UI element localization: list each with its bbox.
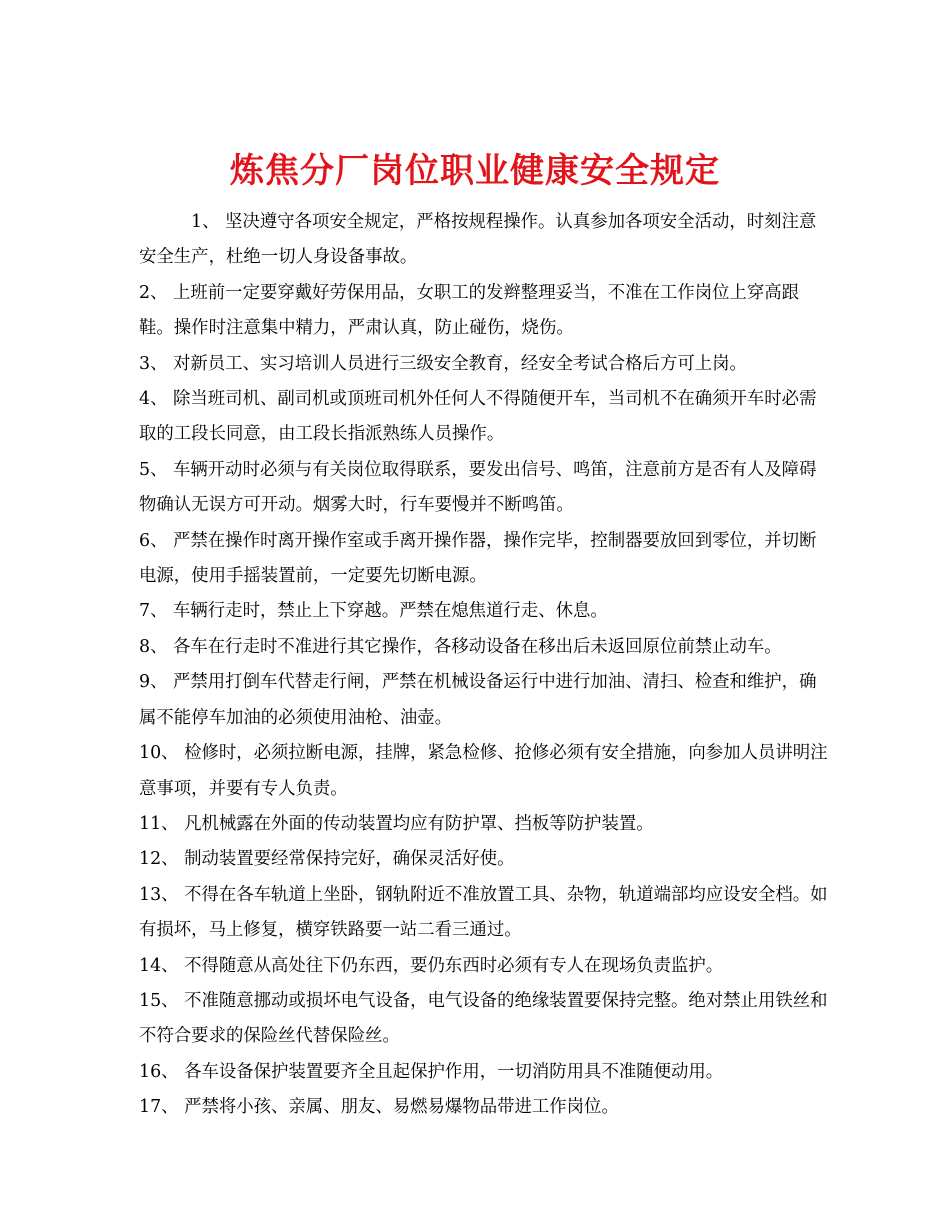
rule-number: 15、 [139, 990, 179, 1011]
rule-text: 车辆开动时必须与有关岗位取得联系，要发出信号、鸣笛，注意前方是否有人及障碍物确认无误方可开动。烟雾大时，行车要慢并不断鸣笛。 [139, 459, 817, 516]
rule-number: 7、 [139, 601, 168, 622]
rule-item-9 [139, 665, 829, 736]
rule-item-14 [139, 949, 829, 984]
rule-item-15 [139, 984, 829, 1055]
rule-text: 检修时，必须拉断电源，挂牌，紧急检修、抢修必须有安全措施，向参加人员讲明注意事项，并要有专人负责。 [139, 743, 828, 799]
rule-number: 11、 [139, 813, 179, 834]
rule-number: 6、 [139, 530, 168, 551]
rule-item-17 [139, 1090, 829, 1125]
rule-item-12 [139, 842, 829, 877]
rule-text: 不得随意从高处往下仍东西，要仍东西时必须有专人在现场负责监护。 [184, 955, 724, 976]
rule-item-4 [139, 382, 829, 453]
rule-item-8 [139, 630, 829, 665]
rule-number: 13、 [139, 884, 179, 905]
rule-number: 4、 [139, 389, 168, 410]
rule-number: 17、 [139, 1097, 179, 1118]
page-title: 炼焦分厂岗位职业健康安全规定 [230, 150, 720, 191]
rule-number: 10、 [139, 743, 179, 764]
rule-item-2 [139, 276, 829, 347]
rule-item-7 [139, 594, 829, 629]
rule-text: 不准随意挪动或损坏电气设备，电气设备的绝缘装置要保持完整。绝对禁止用铁丝和不符合要求的保险丝代替保险丝。 [139, 990, 828, 1047]
rule-item-10 [139, 736, 829, 807]
rule-item-6 [139, 524, 829, 595]
rule-text: 各车在行走时不准进行其它操作，各移动设备在移出后未返回原位前禁止动车。 [173, 636, 782, 657]
rule-number: 9、 [139, 672, 168, 693]
rule-number: 5、 [139, 459, 168, 480]
rule-number: 3、 [139, 353, 168, 374]
rule-item-16 [139, 1055, 829, 1090]
rule-number: 2、 [139, 282, 168, 303]
rules-list [139, 205, 829, 1126]
rule-text: 不得在各车轨道上坐卧，钢轨附近不准放置工具、杂物，轨道端部均应设安全档。如有损坏，马上修复，横穿铁路要一站二看三通过。 [139, 884, 828, 941]
rule-text: 各车设备保护装置要齐全且起保护作用，一切消防用具不准随便动用。 [184, 1061, 724, 1082]
rule-number: 16、 [139, 1061, 179, 1082]
rule-text: 坚决遵守各项安全规定，严格按规程操作。认真参加各项安全活动，时刻注意安全生产，杜绝一切人身设备事故。 [139, 212, 817, 268]
rule-text: 除当班司机、副司机或顶班司机外任何人不得随便开车，当司机不在确须开车时必需取的工段长同意，由工段长指派熟练人员操作。 [139, 389, 817, 445]
rule-text: 车辆行走时，禁止上下穿越。严禁在熄焦道行走、休息。 [173, 601, 608, 622]
rule-text: 对新员工、实习培训人员进行三级安全教育，经安全考试合格后方可上岗。 [173, 353, 747, 374]
rule-number: 1、 [191, 212, 220, 232]
rule-text: 严禁用打倒车代替走行闸，严禁在机械设备运行中进行加油、清扫、检查和维护，确属不能停车加油的必须使用油枪、油壶。 [139, 672, 817, 728]
rule-item-1 [139, 205, 829, 276]
rule-item-13 [139, 878, 829, 949]
rule-text: 上班前一定要穿戴好劳保用品，女职工的发辫整理妥当，不准在工作岗位上穿高跟鞋。操作时注意集中精力，严肃认真，防止碰伤，烧伤。 [139, 282, 800, 339]
rule-number: 14、 [139, 955, 179, 976]
rule-text: 凡机械露在外面的传动装置均应有防护罩、挡板等防护装置。 [184, 813, 654, 834]
rule-number: 12、 [139, 849, 179, 870]
rule-text: 制动装置要经常保持完好，确保灵活好使。 [184, 849, 515, 870]
rule-number: 8、 [139, 636, 168, 657]
rule-text: 严禁在操作时离开操作室或手离开操作器，操作完毕，控制器要放回到零位，并切断电源，使用手摇装置前，一定要先切断电源。 [139, 530, 817, 587]
rule-item-3 [139, 347, 829, 382]
rule-text: 严禁将小孩、亲属、朋友、易燃易爆物品带进工作岗位。 [184, 1097, 619, 1118]
rule-item-11 [139, 807, 829, 842]
rule-item-5 [139, 453, 829, 524]
